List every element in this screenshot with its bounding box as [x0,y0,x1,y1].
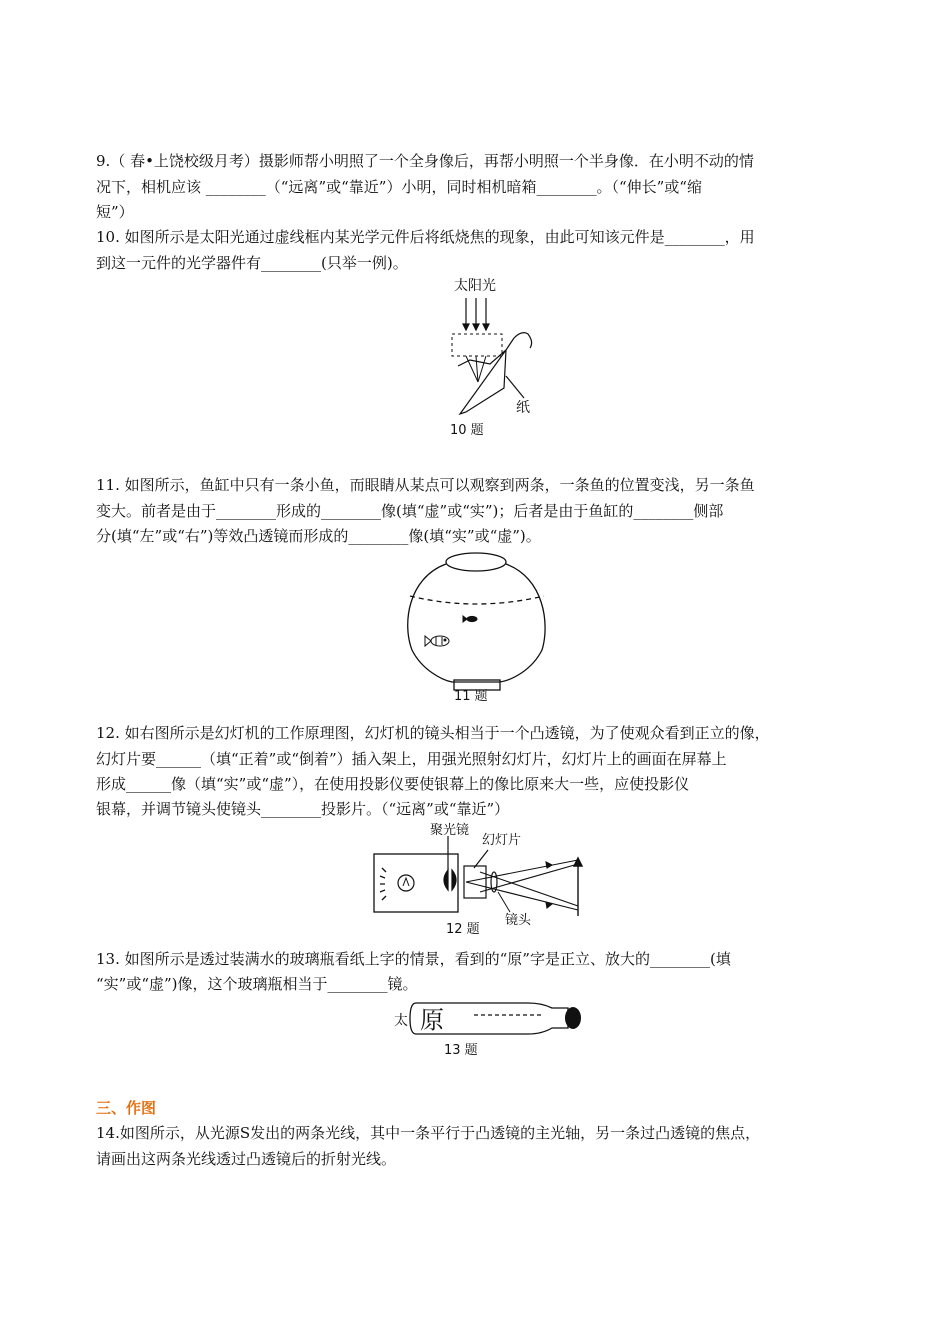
q11-caption: 11 题 [454,689,488,703]
q12-figure [370,820,595,938]
projection-rays [466,860,578,910]
q14-line-1: 14.如图所示，从光源S发出的两条光线，其中一条平行于凸透镜的主光轴，另一条过凸透镜的焦点， [96,1124,761,1142]
fishbowl [408,553,545,690]
big-char: 原 [420,1006,444,1034]
screen-image-arrow [574,858,582,916]
q11-figure [400,548,550,703]
lens-pointer [498,892,510,912]
q11-line-3: 分(填“左”或“右”)等效凸透镜而形成的________像(填“实”或“虚”)。 [96,527,541,545]
sun-rays [463,298,489,330]
condenser-lens [444,836,456,890]
q12-line-1: 12. 如右图所示是幻灯机的工作原理图，幻灯机的镜头相当于一个凸透镜，为了使观众看到正立的像， [96,724,770,742]
q10-line-1: 10. 如图所示是太阳光通过虚线框内某光学元件后将纸烧焦的现象，由此可知该元件是________，用 [96,228,755,246]
sunlight-label: 太阳光 [454,278,496,294]
q12-line-3: 形成______像（填“实”或“虚”），在使用投影仪要使银幕上的像比原来大一些，应使投影仪 [96,775,690,793]
condenser-label: 聚光镜 [430,823,470,838]
q14-line-2: 请画出这两条光线透过凸透镜后的折射光线。 [96,1150,397,1168]
lens-label: 镜头 [505,913,532,928]
q9-line-2: 况下，相机应该 ________（“远离”或“靠近”）小明，同时相机暗箱________。（“伸长”或“缩 [96,178,702,196]
q10-figure [440,272,550,440]
q10-line-2: 到这一元件的光学器件有________(只举一例)。 [96,254,408,272]
slide-label: 幻灯片 [482,833,522,848]
q12-caption: 12 题 [446,922,480,937]
q13-caption: 13 题 [444,1043,478,1058]
small-char: 太 [394,1013,408,1029]
lens-tube [464,850,497,898]
bottle-cap [565,1007,581,1029]
q11-line-2: 变大。前者是由于________形成的________像(填“虚”或“实”)；后者是由于鱼缸的________侧部 [96,502,724,520]
q9-line-3: 短”） [96,203,134,221]
q13-line-1: 13. 如图所示是透过装满水的玻璃瓶看纸上字的情景，看到的“原”字是正立、放大的________(填 [96,950,731,968]
q12-line-4: 银幕，并调节镜头使镜头________投影片。（“远离”或“靠近”） [96,800,510,818]
q10-caption: 10 题 [450,423,484,438]
section-heading: 三、作图 [96,1099,157,1117]
q13-line-2: “实”或“虚”)像，这个玻璃瓶相当于________镜。 [96,975,418,993]
q11-line-1: 11. 如图所示，鱼缸中只有一条小鱼，而眼睛从某点可以观察到两条，一条鱼的位置变浅，另一条鱼 [96,476,755,494]
q13-figure [392,994,592,1058]
big-fish [425,636,449,646]
bulb-icon [398,875,414,891]
small-fish [463,616,477,622]
dashed-element-box [452,334,502,356]
q9-line-1: 9.（ 春•上饶校级月考）摄影师帮小明照了一个全身像后，再帮小明照一个半身像．在小明不动的情 [96,152,754,170]
q12-line-2: 幻灯片要______（填“正着”或“倒着”）插入架上，用强光照射幻灯片，幻灯片上的画面在屏幕上 [96,750,727,768]
paper-label: 纸 [516,400,530,416]
